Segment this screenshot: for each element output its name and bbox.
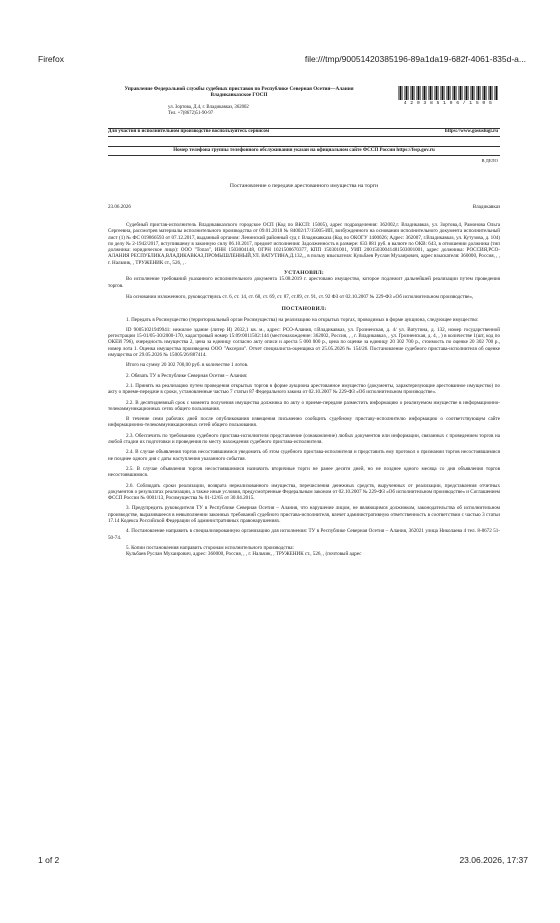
- ustanovil-heading: УСТАНОВИЛ:: [283, 270, 325, 277]
- phone-band: Номер телефона группы телефонного обслуживания указан на официальном сайте ФССП России https://fssp.gov.ru: [173, 148, 435, 153]
- org-title: [110, 86, 368, 99]
- document-title: Постановление о передаче арестованного имущества на торги: [229, 183, 379, 189]
- divider: [108, 136, 500, 137]
- divider: [108, 155, 500, 156]
- total-amount: Итого на сумму 20 302 700,00 руб. в количестве 1 лотов.: [126, 362, 249, 369]
- clause-1: 1. Передать в Росимущество (территориальный орган Росимущества) на реализацию на открытых торгах, проводимых в форме аукциона, следующее имущество:: [126, 316, 479, 323]
- gosuslugi-band: [108, 129, 500, 135]
- postanovil-heading: ПОСТАНОВИЛ:: [281, 306, 327, 313]
- barcode-number: 4 2 0 3 8 5 1 9 6 / 1 5 0 5: [403, 101, 493, 106]
- clause-2: 2. Обязать ТУ в Республике Северная Осетия – Алания:: [126, 372, 248, 379]
- clause-2-5: 2.5. В случае объявления торгов несостоявшимися назначить вторичные торги не ранее десяти дней, но не позднее одного месяца со дня объявления торгов несостоявшимися.: [108, 465, 500, 479]
- document-body: [108, 222, 500, 557]
- clause-2-6: 2.6. Соблюдать сроки реализации, возврата нереализованного имущества, перечисления денежных средств, вырученных от реализации, представления отчетных документов о результатах реализации, а также иные условия, предусмотренные Федеральным законом от 02.10.2007 № 229-ФЗ «Об исполнительном производстве» и Соглашением ФССП России № 0001/13, Росимущества № 01-12/65 от 30.04.2015.: [108, 482, 500, 502]
- org-address-line: ул. Зортова, Д.4, г. Владикавказ, 362002: [168, 105, 249, 110]
- document-date: 23.06.2026: [108, 204, 131, 210]
- clause-2-4: 2.4. В случае объявления торгов несостоявшимися уведомить об этом судебного пристава-исполнителя и представить ему протокол о признании торгов несостоявшимися не позднее одного дня с даты наступления указанного события.: [108, 449, 500, 462]
- ustanovil-paragraph: Во исполнение требований указанного исполнительного документа 15.08.2019 г. арестовано имущество, которое подлежит дальнейшей реализации путем проведения торгов.: [108, 276, 500, 289]
- org-title-line2: Владикавказское ГОСП: [210, 92, 268, 99]
- clause-2-2b: В течение семи рабочих дней после опубликования извещения письменно сообщить судебному приставу-исполнителю информацию о соответствующем сайте информационно-телекоммуникационных сетей общего пользования.: [108, 416, 500, 429]
- org-title-line1: Управление Федеральной службы судебных приставов по Республике Северная Осетия—Алания: [124, 86, 354, 92]
- clause-5: 5. Копии постановления направить сторонам исполнительного производства:: [126, 544, 294, 551]
- barcode-icon: [398, 86, 498, 100]
- clause-4: 4. Постановление направить в специализированную организацию для исполнения: ТУ в Республике Северная Осетия – Алания, 362021 улица Николаева 4 тел. 8-8672 51-50-74.: [108, 528, 500, 541]
- gosuslugi-link[interactable]: https://www.gosuslugi.ru: [444, 129, 498, 134]
- print-header-app: Firefox: [38, 54, 64, 64]
- v-delo-label: В ДЕЛО: [481, 158, 498, 163]
- org-address: [168, 105, 249, 117]
- clause-2-3: 2.3. Обеспечить по требованию судебного пристава-исполнителя представление (ознакомление) любых документов или информации, связанных с проведением торгов на любой стадии их подготовки и проведения по месту нахождения судебного пристава-исполнителя.: [108, 432, 500, 446]
- basis-paragraph: На основании изложенного, руководствуясь ст. 6, ст. 14, ст. 68, ст. 69, ст. 87, ст.89, ст. 91, ст. 92 ФЗ от 02.10.2007 № 229-ФЗ «Об исполнительном производстве»,: [126, 293, 474, 300]
- clause-3: 3. Предупредить руководителя ТУ в Республике Северная Осетия – Алания, что нарушение лицом, не являющимся должником, законодательства об исполнительном производстве, выразившееся в невыполнении законных требований судебного пристава-исполнителя, влечет административную ответственность в соответствии с частью 3 статьи 17.14 Кодекса Российской Федерации об административных правонарушениях.: [108, 505, 500, 524]
- print-footer-datetime: 23.06.2026, 17:37: [459, 855, 528, 865]
- intro-paragraph: Судебный пристав-исполнитель Владикавказского городское ОСП (Код по ВКСП: 15005), адрес подразделения: 362002,г. Владикавказ, ул. Зортова,4, Рамонова Ольга Сергеевна, рассмотрев материалы исполнительного производства от 09.01.2018 № 84002/17/15005-ИП, возбужденного на основании исполнительного документа исполнительный лист (1) № ФС 019866593 от 07.12.2017, выданный органом: Ленинский районный суд г. Владикавказа (Код по ОКОГУ 1400026; Адрес: 362007, г.Владикавказ, ул. Кутузова, д. 104) по делу № 2-1942/2017, вступившему в законную силу 06.10.2017, предмет исполнения: Задолженность в размере: 633 881 руб. в валюте по ОКВ: 643, в отношении должника (тип должника: юридическое лицо): ООО "Топаз", ИНН 1503004148, ОГРН 1021500670377, КПП 150301001, УИП 20015030041481503001001, адрес должника: РОССИЯ,РСО-АЛАНИЯ РЕСПУБЛИКА,ВЛАДИКАВКАЗ,ПРОМЫШЛЕННЫЙ,УЛ. ВАТУТИНА,Д.132,,, в пользу взыскателя: Кульбаев Руслан Мухаирович, адрес взыскателя: 360000, Россия, , , г. Нальчик, , ТРУЖЕНИК ст., 526, , .: [108, 222, 500, 266]
- clause-2-2: 2.2. В десятидневный срок с момента получения имущества должника по акту о приеме-передаче разместить информацию о реализуемом имуществе в информационно-телекоммуникационных сетях общего пользования.: [108, 399, 500, 412]
- letterhead: [108, 86, 500, 166]
- property-description: ID 90051021949941: нежилое здание (литер И) 2032,1 кв. м., адрес: РСО-Алания, г.Владикавказ, ул. Грозненская, д. 4/ ул. Ватутина, д. 132, номер государственной регистрации 15-01/05-30/2000-170, кадастровый номер 15:09:0011502:144 (местонахождение: 362002, Россия, , , г. Владикавказ, , ул. Грозненская, д. 4, , ) в количестве 1(шт, код по ОКЕИ 796), очередность имущества 2, цена за единицу согласно акту описи и ареста 5 000 000 р., цена по оценке за единицу 20 302 700 р., стоимость по оценке 20 302 700 р., номер лота 1. Оценка имущества произведена ООО "Аксерли". Отчет специалиста-оценщика от 25.05.2026 № 154/26. Постановление судебного пристава-исполнителя об оценке имущества от 29.05.2026 № 15005/26/887414.: [108, 326, 500, 359]
- clause-5-1: Кульбаев Руслан Мухаирович, адрес: 360000, Россия, , , г. Нальчик, , ТРУЖЕНИК ст., 526, , (почтовый адрес: [126, 551, 362, 558]
- org-phone: Тел. +7(8672)51-90-97: [168, 111, 214, 116]
- document-city: Владикавказ: [472, 204, 500, 210]
- print-footer-pages: 1 of 2: [38, 855, 60, 865]
- clause-2-1: 2.1. Принять на реализацию путем проведения открытых торгов в форме аукциона арестованное имущество (документы, характеризующие арестованное имущество) по акту о приеме-передаче в сроки, установленные частью 7 статьи 87 Федерального закона от 02.10.2007 № 229-ФЗ «Об исполнительном производстве».: [108, 382, 500, 396]
- gosuslugi-text: Для участия в исполнительном производстве воспользуйтесь сервисом: [108, 129, 270, 134]
- date-city-row: [108, 204, 500, 210]
- print-header-url: file:///tmp/90051420385196-89a1da19-682f-4061-835d-a...: [304, 54, 526, 64]
- divider: [108, 146, 500, 147]
